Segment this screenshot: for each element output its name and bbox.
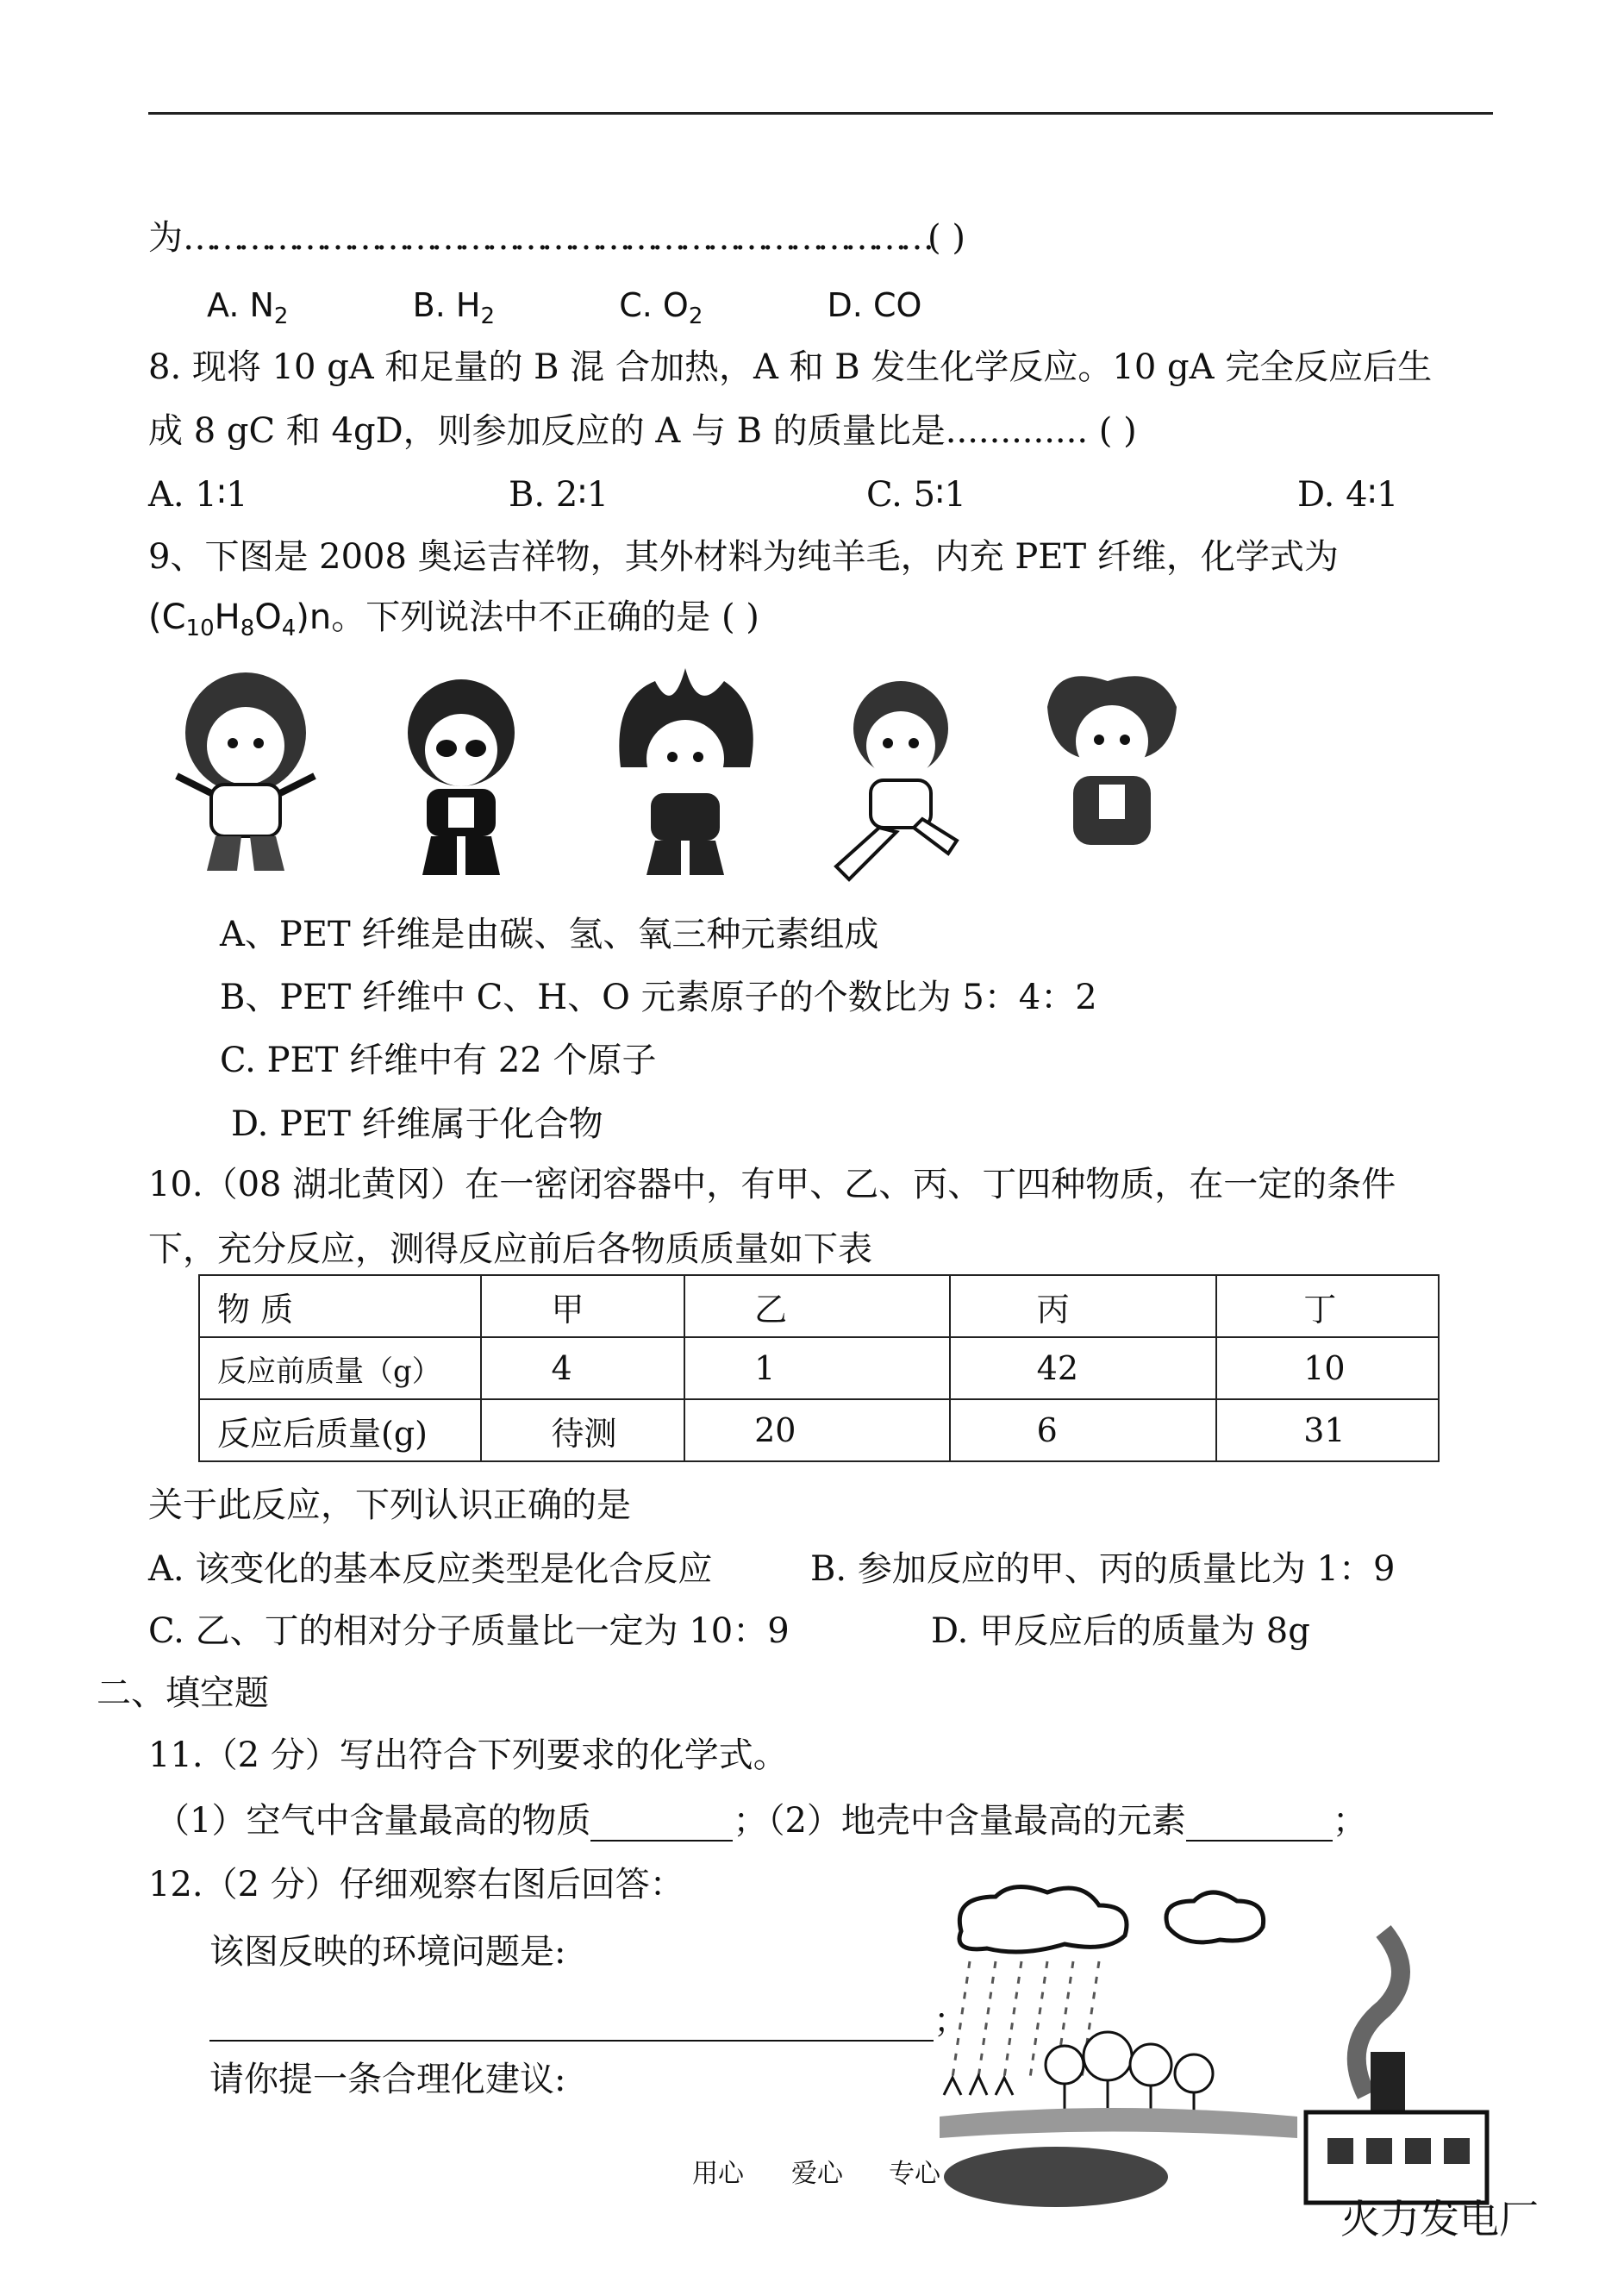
header-rule — [148, 112, 1493, 115]
table-cell: 6 — [950, 1399, 1217, 1461]
q12-line3: 请你提一条合理化建议: — [209, 2060, 566, 2099]
q7-option-d: D. CO — [827, 286, 922, 324]
footer-item: 爱心 — [791, 2159, 843, 2189]
table-cell: 丁 — [1216, 1275, 1439, 1337]
q7-lead: 为 — [148, 218, 183, 258]
q9-line1: 9、下图是 2008 奥运吉祥物，其外材料为纯羊毛，内充 PET 纤维，化学式为 — [148, 537, 1339, 577]
table-cell: 乙 — [684, 1275, 950, 1337]
mascot-beibei — [177, 672, 315, 871]
factory-icon — [1306, 2052, 1487, 2203]
mascot-nini — [1047, 676, 1177, 845]
olympic-mascots-image — [164, 664, 1250, 879]
table-cell: 反应前质量（g） — [199, 1337, 481, 1399]
table-cell: 1 — [684, 1337, 950, 1399]
pet-formula: $(C_{10}H_8O_4)n$ — [148, 597, 332, 641]
q8-option-b: B. 2∶1 — [509, 475, 609, 515]
table-row — [199, 1399, 1439, 1461]
q9-option-d: D. PET 纤维属于化合物 — [231, 1104, 603, 1144]
q12-blank-1[interactable] — [209, 2009, 934, 2042]
q11-line1: 11.（2 分）写出符合下列要求的化学式。 — [148, 1735, 788, 1775]
q10-stem2: 关于此反应，下列认识正确的是 — [148, 1485, 631, 1525]
q10-option-b: B. 参加反应的甲、丙的质量比为 1：9 — [810, 1549, 1396, 1589]
footer-item: 用心 — [692, 2159, 744, 2189]
table-header-row — [199, 1275, 1439, 1337]
q7-dots: ……………………………………………………………………… — [183, 218, 928, 258]
q7-option-a: A. $N_2$ — [207, 286, 289, 329]
q10-line2: 下，充分反应，测得反应前后各物质质量如下表 — [148, 1229, 872, 1269]
q7-option-c: C. $O_2$ — [619, 286, 703, 329]
acid-rain-illustration — [935, 1879, 1539, 2242]
q10-line1: 10.（08 湖北黄冈）在一密闭容器中，有甲、乙、丙、丁四种物质，在一定的条件 — [148, 1165, 1396, 1204]
ground-icon — [940, 2108, 1297, 2138]
q9-option-c: C. PET 纤维中有 22 个原子 — [220, 1041, 657, 1080]
pond-icon — [944, 2147, 1168, 2207]
table-cell: 31 — [1216, 1399, 1439, 1461]
mascot-huanhuan — [619, 668, 753, 875]
q10-option-c: C. 乙、丁的相对分子质量比一定为 10：9 — [148, 1611, 790, 1651]
table-cell: 4 — [481, 1337, 684, 1399]
table-cell: 10 — [1216, 1337, 1439, 1399]
table-cell: 丙 — [950, 1275, 1217, 1337]
cloud-left-icon — [959, 1887, 1127, 1952]
q12-line1: 12.（2 分）仔细观察右图后回答： — [148, 1865, 684, 1904]
q7-option-b: B. $H_2$ — [412, 286, 496, 329]
q7-answer-paren: ( ) — [928, 218, 965, 258]
mascot-jingjing — [408, 679, 515, 875]
footer-item: 专心 — [889, 2159, 940, 2189]
q11-blanks-line: （1）空气中含量最高的物质 ；（2）地壳中含量最高的元素 ； — [155, 1801, 1367, 1841]
table-cell: 物 质 — [199, 1275, 481, 1337]
mass-table — [198, 1274, 1440, 1462]
table-cell: 待测 — [481, 1399, 684, 1461]
q10-option-a: A. 该变化的基本反应类型是化合反应 — [148, 1549, 713, 1589]
q8-option-a: A. 1∶1 — [148, 475, 248, 515]
table-cell: 甲 — [481, 1275, 684, 1337]
q9-option-b: B、PET 纤维中 C、H、O 元素原子的个数比为 5：4：2 — [220, 978, 1097, 1017]
q8-line2: 成 8 gC 和 4gD，则参加反应的 A 与 B 的质量比是............. ( ) — [148, 411, 1137, 451]
q7-options — [207, 285, 921, 337]
q7-tail — [148, 217, 965, 259]
table-cell: 反应后质量(g) — [199, 1399, 481, 1461]
mascot-yingying — [836, 681, 957, 879]
q8-option-d: D. 4∶1 — [1297, 475, 1399, 515]
q12-answer-line: ； — [209, 2000, 968, 2042]
table-cell: 20 — [684, 1399, 950, 1461]
q10-option-d: D. 甲反应后的质量为 8g — [931, 1611, 1310, 1651]
table-row — [199, 1337, 1439, 1399]
q11-blank-2[interactable] — [1186, 1809, 1333, 1842]
q11-blank-1[interactable] — [590, 1809, 733, 1842]
q8-option-c: C. 5∶1 — [866, 475, 966, 515]
q9-formula-line: $(C_{10}H_8O_4)n$。下列说法中不正确的是 ( ) — [148, 597, 759, 641]
factory-caption: 火力发电厂 — [1340, 2196, 1539, 2242]
q12-line2: 该图反映的环境问题是: — [209, 1932, 566, 1972]
section-title: 二、填空题 — [97, 1673, 269, 1713]
table-cell: 42 — [950, 1337, 1217, 1399]
q8-line1: 8. 现将 10 gA 和足量的 B 混 合加热，A 和 B 发生化学反应。10 gA 完全反应后生 — [148, 347, 1433, 387]
cloud-right-icon — [1166, 1892, 1264, 1942]
q9-option-a: A、PET 纤维是由碳、氢、氧三种元素组成 — [220, 915, 879, 954]
